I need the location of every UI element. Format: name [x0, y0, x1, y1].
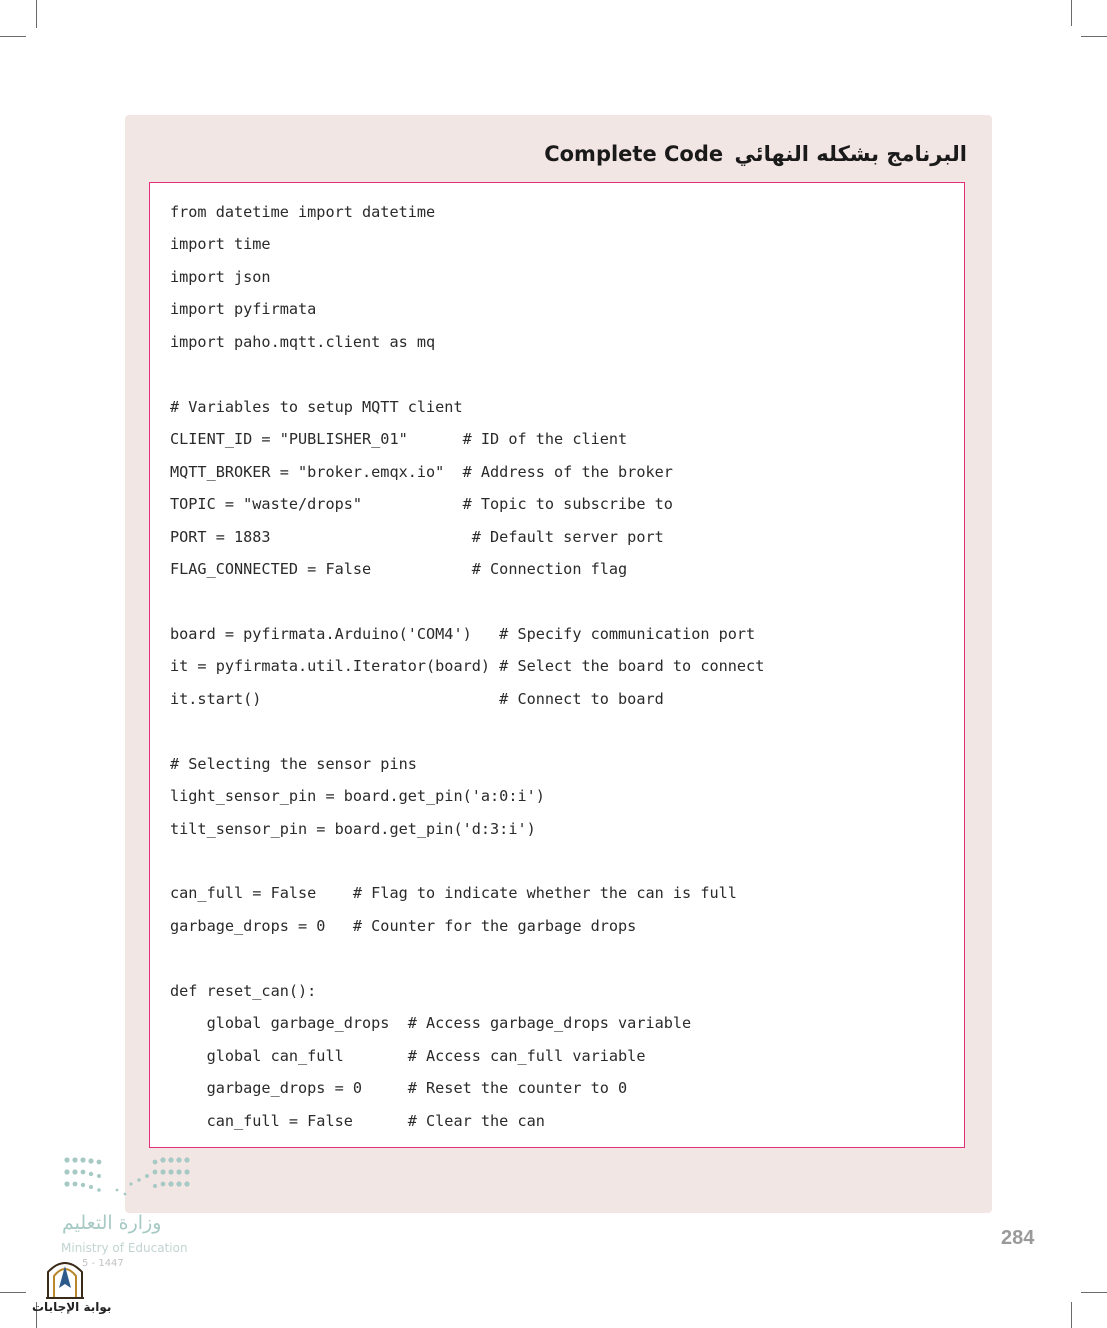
code-line: import pyfirmata — [170, 300, 317, 319]
crop-mark — [1081, 36, 1107, 37]
code-line: FLAG_CONNECTED = False # Connection flag — [170, 559, 628, 578]
code-line: CLIENT_ID = "PUBLISHER_01" # ID of the client — [170, 430, 628, 449]
code-line: def reset_can(): — [170, 981, 317, 1000]
code-line: can_full = False # Flag to indicate whether the can is full — [170, 884, 737, 903]
code-line: light_sensor_pin = board.get_pin('a:0:i') — [170, 787, 545, 806]
code-line: board = pyfirmata.Arduino('COM4') # Specify communication port — [170, 624, 756, 643]
code-line: import time — [170, 235, 271, 254]
year-label: 5 - 1447 — [82, 1258, 124, 1269]
code-line: TOPIC = "waste/drops" # Topic to subscribe to — [170, 495, 673, 514]
section-title — [544, 138, 967, 170]
ministry-dots-icon — [55, 1150, 215, 1210]
crop-mark — [1071, 0, 1072, 26]
code-line: import paho.mqtt.client as mq — [170, 332, 436, 351]
title-arabic: البرنامج بشكله النهائي — [734, 142, 967, 166]
code-line: import json — [170, 267, 271, 286]
code-block — [149, 182, 965, 1148]
code-line: PORT = 1883 # Default server port — [170, 527, 664, 546]
gate-label: بوابة الإجابات — [32, 1300, 112, 1314]
code-line: it = pyfirmata.util.Iterator(board) # Select the board to connect — [170, 657, 765, 676]
ministry-name-arabic: وزارة التعليم — [62, 1212, 162, 1234]
crop-mark — [1071, 1302, 1072, 1328]
crop-mark — [0, 1292, 26, 1293]
gate-emblem-icon — [44, 1256, 86, 1300]
code-line: global garbage_drops # Access garbage_drops variable — [170, 1014, 692, 1033]
code-line: # Selecting the sensor pins — [170, 754, 417, 773]
code-line: can_full = False # Clear the can — [170, 1111, 545, 1130]
page-number: 284 — [1001, 1227, 1035, 1249]
title-english: Complete Code — [544, 142, 724, 166]
crop-mark — [1081, 1292, 1107, 1293]
code-line: from datetime import datetime — [170, 203, 436, 221]
code-line: global can_full # Access can_full variable — [170, 1046, 646, 1065]
code-line: it.start() # Connect to board — [170, 689, 664, 708]
code-line: tilt_sensor_pin = board.get_pin('d:3:i') — [170, 819, 536, 838]
code-line: # Variables to setup MQTT client — [170, 397, 463, 416]
ministry-name-english: Ministry of Education — [61, 1241, 188, 1255]
code-line: garbage_drops = 0 # Reset the counter to 0 — [170, 1079, 628, 1098]
crop-mark — [36, 0, 37, 28]
code-line: garbage_drops = 0 # Counter for the garbage drops — [170, 916, 637, 935]
crop-mark — [0, 36, 26, 37]
code-line: MQTT_BROKER = "broker.emqx.io" # Address of the broker — [170, 462, 673, 481]
